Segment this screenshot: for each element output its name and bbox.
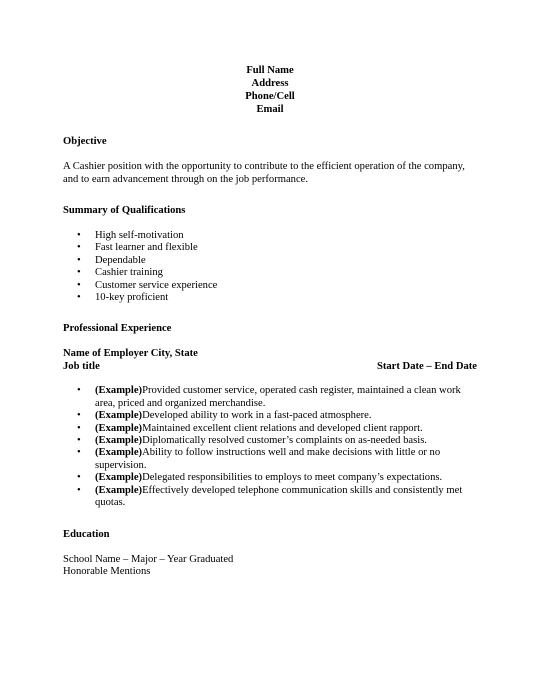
qualifications-list	[63, 230, 479, 304]
list-item: • Dependable	[77, 254, 146, 266]
bullet-icon: •	[77, 267, 81, 279]
bullet-icon: •	[77, 447, 81, 459]
education-heading: Education	[63, 528, 110, 540]
resume-page	[63, 64, 479, 579]
list-item: • (Example)Developed ability to work in a fast-paced atmosphere.	[77, 410, 372, 422]
qualifications-heading: Summary of Qualifications	[63, 205, 186, 216]
bullet-icon: •	[77, 279, 81, 291]
full-name: Full Name	[246, 65, 294, 76]
phone: Phone/Cell	[245, 91, 295, 102]
bullet-icon: •	[77, 385, 81, 397]
bullet-icon: •	[77, 242, 81, 254]
bullet-icon: •	[77, 230, 81, 241]
job-row	[63, 361, 479, 374]
list-item: • (Example)Maintained excellent client relations and developed client rapport.	[77, 422, 423, 434]
bullet-icon: •	[77, 292, 81, 304]
bullet-icon: •	[77, 410, 81, 422]
list-item: • Fast learner and flexible	[77, 242, 198, 254]
list-item: • High self-motivation	[77, 230, 184, 241]
experience-list	[63, 385, 473, 509]
email: Email	[256, 104, 284, 115]
objective-heading: Objective	[63, 136, 107, 147]
job-dates: Start Date – End Date	[376, 360, 477, 372]
experience-heading: Professional Experience	[63, 323, 172, 335]
list-item: • (Example)Provided customer service, operated cash register, maintained a clean work area, priced and organized merchandise.	[77, 385, 461, 409]
list-item: • Customer service experience	[77, 279, 218, 291]
list-item: • (Example)Delegated responsibilities to employs to meet company’s expectations.	[77, 472, 443, 484]
bullet-icon: •	[77, 254, 81, 266]
job-title: Job title	[63, 360, 100, 372]
education-details	[63, 554, 479, 579]
employer-name: Name of Employer City, State	[63, 348, 198, 360]
contact-header	[61, 64, 479, 116]
address: Address	[251, 78, 289, 89]
bullet-icon: •	[77, 472, 81, 484]
bullet-icon: •	[77, 435, 81, 447]
objective-text: A Cashier position with the opportunity to contribute to the efficient operation of the company, and to earn advancement through on the job performance.	[63, 161, 465, 185]
list-item: • 10-key proficient	[77, 292, 169, 304]
list-item: • (Example)Diplomatically resolved customer’s complaints on as-needed basis.	[77, 435, 427, 447]
list-item: • (Example)Effectively developed telephone communication skills and consistently met quotas.	[77, 484, 463, 509]
honors-line: Honorable Mentions	[63, 566, 151, 577]
list-item: • (Example)Ability to follow instructions well and make decisions with little or no supervision.	[77, 447, 441, 471]
bullet-icon: •	[77, 484, 81, 496]
list-item: • Cashier training	[77, 267, 163, 279]
bullet-icon: •	[77, 422, 81, 434]
school-line: School Name – Major – Year Graduated	[63, 553, 234, 565]
